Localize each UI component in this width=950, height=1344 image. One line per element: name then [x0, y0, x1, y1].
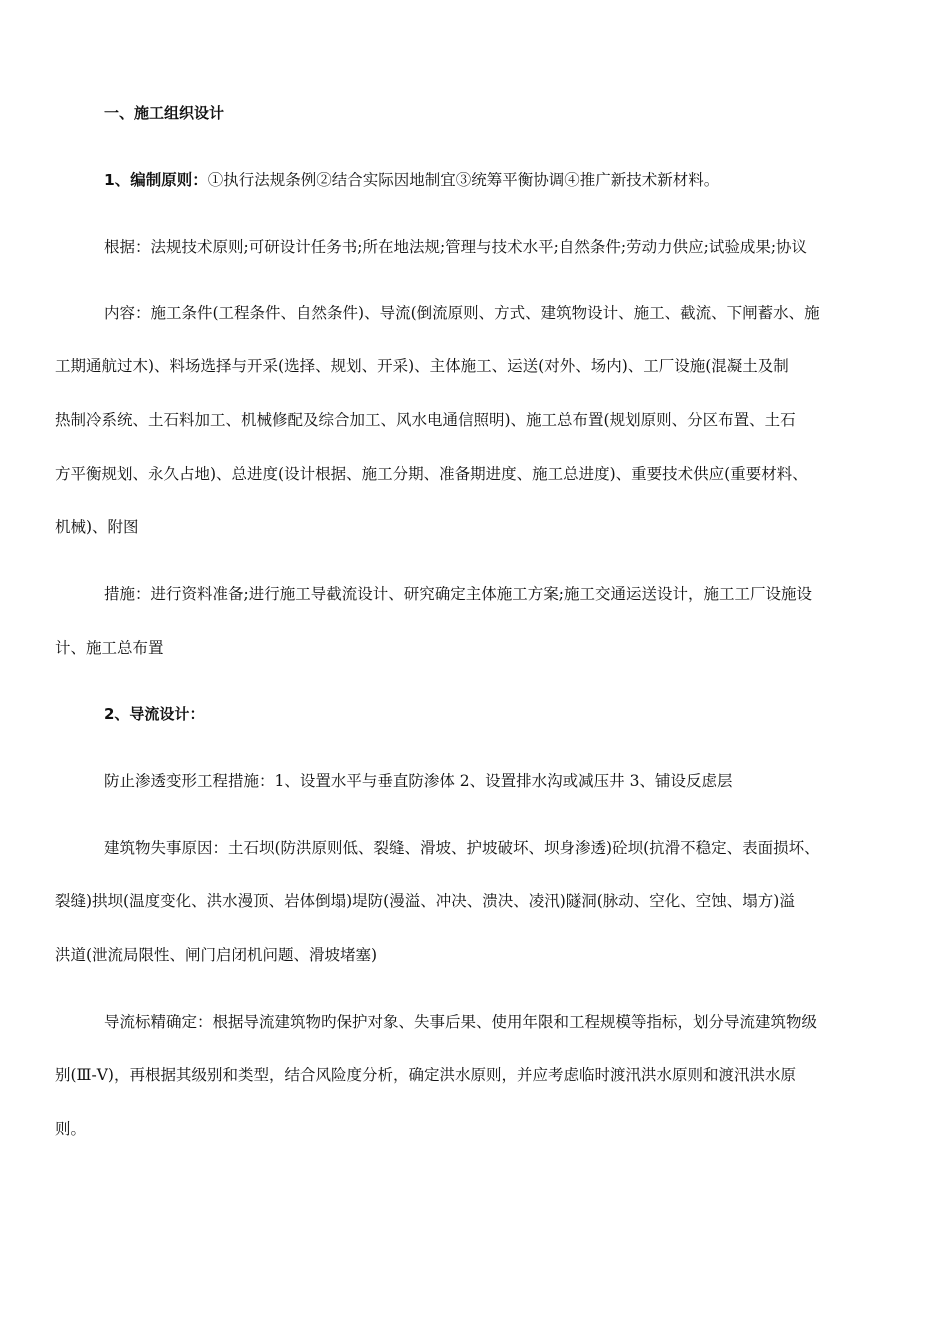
paragraph-content-line-1: 内容：施工条件(工程条件、自然条件)、导流(倒流原则、方式、建筑物设计、施工、截流、下闸蓄水、施 [104, 304, 820, 322]
paragraph-measures-line-1: 措施：进行资料准备;进行施工导截流设计、研究确定主体施工方案;施工交通运送设计，施工工厂设施设 [104, 585, 812, 603]
paragraph-failure-line-3: 洪道(泄流局限性、闸门启闭机问题、滑坡堵塞) [55, 946, 378, 964]
paragraph-measures-line-2: 计、施工总布置 [55, 639, 164, 657]
paragraph-failure-line-2: 裂缝)拱坝(温度变化、洪水漫顶、岩体倒塌)堤防(漫溢、冲决、溃决、凌汛)隧洞(脉动、空化、空蚀、塌方)溢 [55, 892, 795, 910]
paragraph-content-line-5: 机械)、附图 [55, 518, 139, 536]
paragraph-content-line-3: 热制冷系统、土石料加工、机械修配及综合加工、风水电通信照明)、施工总布置(规划原则、分区布置、土石 [55, 411, 796, 429]
paragraph-standard-line-1: 导流标精确定：根据导流建筑物旳保护对象、失事后果、使用年限和工程规模等指标，划分导流建筑物级 [104, 1013, 818, 1031]
section-compilation-label: 1、编制原则： [104, 171, 208, 189]
paragraph-seepage-measures: 防止渗透变形工程措施：1、设置水平与垂直防渗体 2、设置排水沟或减压井 3、铺设反虑层 [104, 772, 733, 790]
section-compilation-principles [104, 169, 719, 191]
paragraph-standard-line-3: 则。 [55, 1120, 87, 1138]
section-compilation-text: ①执行法规条例②结合实际因地制宜③统筹平衡协调④推广新技术新材料。 [207, 171, 720, 189]
paragraph-basis: 根据：法规技术原则;可研设计任务书;所在地法规;管理与技术水平;自然条件;劳动力供应;试验成果;协议 [104, 238, 808, 256]
heading-diversion-design: 2、导流设计： [104, 705, 205, 723]
paragraph-content-line-2: 工期通航过木)、料场选择与开采(选择、规划、开采)、主体施工、运送(对外、场内)、工厂设施(混凝土及制 [55, 357, 789, 375]
paragraph-failure-line-1: 建筑物失事原因：土石坝(防洪原则低、裂缝、滑坡、护坡破坏、坝身渗透)砼坝(抗滑不稳定、表面损坏、 [104, 839, 820, 857]
paragraph-standard-line-2: 别(Ⅲ-Ⅴ)，再根据其级别和类型，结合风险度分析，确定洪水原则，并应考虑临时渡汛洪水原则和渡汛洪水原 [55, 1066, 796, 1084]
heading-construction-design: 一、施工组织设计 [104, 104, 225, 122]
paragraph-content-line-4: 方平衡规划、永久占地)、总进度(设计根据、施工分期、准备期进度、施工总进度)、重要技术供应(重要材料、 [55, 465, 808, 483]
